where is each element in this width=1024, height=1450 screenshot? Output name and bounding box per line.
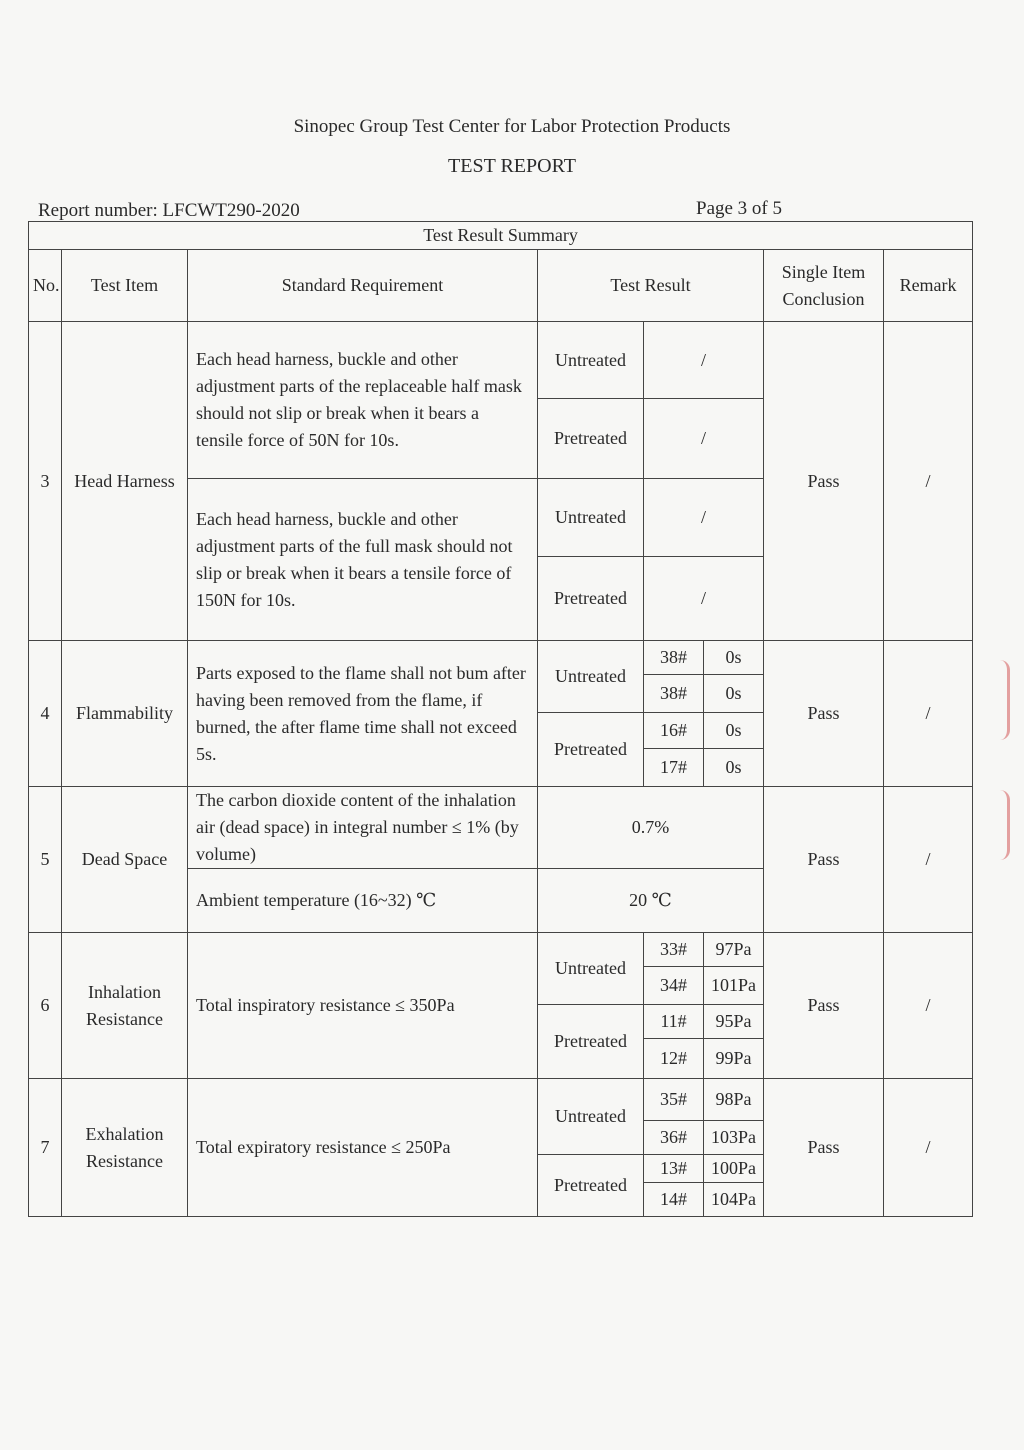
test-item: Inhalation Resistance	[62, 933, 188, 1079]
row-number: 3	[29, 322, 62, 641]
sample-value: 99Pa	[704, 1039, 764, 1079]
remark: /	[884, 787, 973, 933]
sample-id: 34#	[644, 967, 704, 1005]
header-row	[29, 250, 973, 322]
result-value: /	[644, 322, 764, 399]
standard-requirement: The carbon dioxide content of the inhalation air (dead space) in integral number ≤ 1% (by volume)	[188, 787, 538, 869]
sample-value: 103Pa	[704, 1121, 764, 1155]
sample-value: 0s	[704, 713, 764, 749]
sample-value: 98Pa	[704, 1079, 764, 1121]
col-header-remark: Remark	[884, 250, 973, 322]
sample-id: 38#	[644, 675, 704, 713]
result-value: /	[644, 479, 764, 557]
result-value: 20 ℃	[538, 869, 764, 933]
conclusion: Pass	[764, 322, 884, 641]
stamp-edge-mark	[993, 660, 1010, 740]
sample-value: 104Pa	[704, 1183, 764, 1217]
col-header-no: No.	[29, 250, 62, 322]
col-header-standard-requirement: Standard Requirement	[188, 250, 538, 322]
condition-label: Untreated	[538, 322, 644, 399]
summary-title: Test Result Summary	[29, 222, 973, 250]
standard-requirement: Parts exposed to the flame shall not bum after having been removed from the flame, if burned, the after flame time shall not exceed 5s.	[188, 641, 538, 787]
conclusion: Pass	[764, 641, 884, 787]
condition-label: Pretreated	[538, 1155, 644, 1217]
remark: /	[884, 933, 973, 1079]
table-row	[29, 641, 973, 675]
col-header-test-item: Test Item	[62, 250, 188, 322]
standard-requirement: Each head harness, buckle and other adjustment parts of the full mask should not slip or break when it bears a tensile force of 150N for 10s.	[188, 479, 538, 641]
row-number: 4	[29, 641, 62, 787]
remark: /	[884, 641, 973, 787]
standard-requirement: Total expiratory resistance ≤ 250Pa	[188, 1079, 538, 1217]
col-header-test-result: Test Result	[538, 250, 764, 322]
condition-label: Untreated	[538, 933, 644, 1005]
result-value: 0.7%	[538, 787, 764, 869]
stamp-edge-mark	[993, 790, 1010, 860]
sample-value: 95Pa	[704, 1005, 764, 1039]
organization-name: Sinopec Group Test Center for Labor Protection Products	[293, 116, 731, 137]
condition-label: Untreated	[538, 641, 644, 713]
sample-id: 11#	[644, 1005, 704, 1039]
table-row	[29, 1079, 973, 1121]
row-number: 5	[29, 787, 62, 933]
condition-label: Pretreated	[538, 713, 644, 787]
condition-label: Untreated	[538, 1079, 644, 1155]
sample-id: 14#	[644, 1183, 704, 1217]
sample-value: 100Pa	[704, 1155, 764, 1183]
sample-value: 0s	[704, 675, 764, 713]
condition-label: Pretreated	[538, 557, 644, 641]
remark: /	[884, 1079, 973, 1217]
table-row	[29, 933, 973, 967]
condition-label: Pretreated	[538, 1005, 644, 1079]
row-number: 7	[29, 1079, 62, 1217]
result-value: /	[644, 399, 764, 479]
sample-id: 12#	[644, 1039, 704, 1079]
remark: /	[884, 322, 973, 641]
standard-requirement: Total inspiratory resistance ≤ 350Pa	[188, 933, 538, 1079]
col-header-conclusion: Single Item Conclusion	[764, 250, 884, 322]
sample-value: 97Pa	[704, 933, 764, 967]
sample-id: 13#	[644, 1155, 704, 1183]
condition-label: Pretreated	[538, 399, 644, 479]
sample-id: 33#	[644, 933, 704, 967]
conclusion: Pass	[764, 787, 884, 933]
sample-value: 101Pa	[704, 967, 764, 1005]
sample-id: 35#	[644, 1079, 704, 1121]
sample-id: 17#	[644, 749, 704, 787]
test-item: Flammability	[62, 641, 188, 787]
condition-label: Untreated	[538, 479, 644, 557]
test-item: Dead Space	[62, 787, 188, 933]
test-result-table	[28, 221, 973, 1217]
table-row	[29, 787, 973, 869]
sample-value: 0s	[704, 749, 764, 787]
result-value: /	[644, 557, 764, 641]
page-indicator: Page 3 of 5	[696, 198, 783, 219]
sample-id: 36#	[644, 1121, 704, 1155]
standard-requirement: Ambient temperature (16~32) ℃	[188, 869, 538, 933]
report-number: Report number: LFCWT290-2020	[38, 200, 300, 221]
test-item: Exhalation Resistance	[62, 1079, 188, 1217]
table-row	[29, 322, 973, 399]
sample-id: 16#	[644, 713, 704, 749]
sample-id: 38#	[644, 641, 704, 675]
conclusion: Pass	[764, 933, 884, 1079]
row-number: 6	[29, 933, 62, 1079]
report-title: TEST REPORT	[448, 155, 576, 177]
conclusion: Pass	[764, 1079, 884, 1217]
sample-value: 0s	[704, 641, 764, 675]
test-item: Head Harness	[62, 322, 188, 641]
standard-requirement: Each head harness, buckle and other adjustment parts of the replaceable half mask should not slip or break when it bears a tensile force of 50N for 10s.	[188, 322, 538, 479]
